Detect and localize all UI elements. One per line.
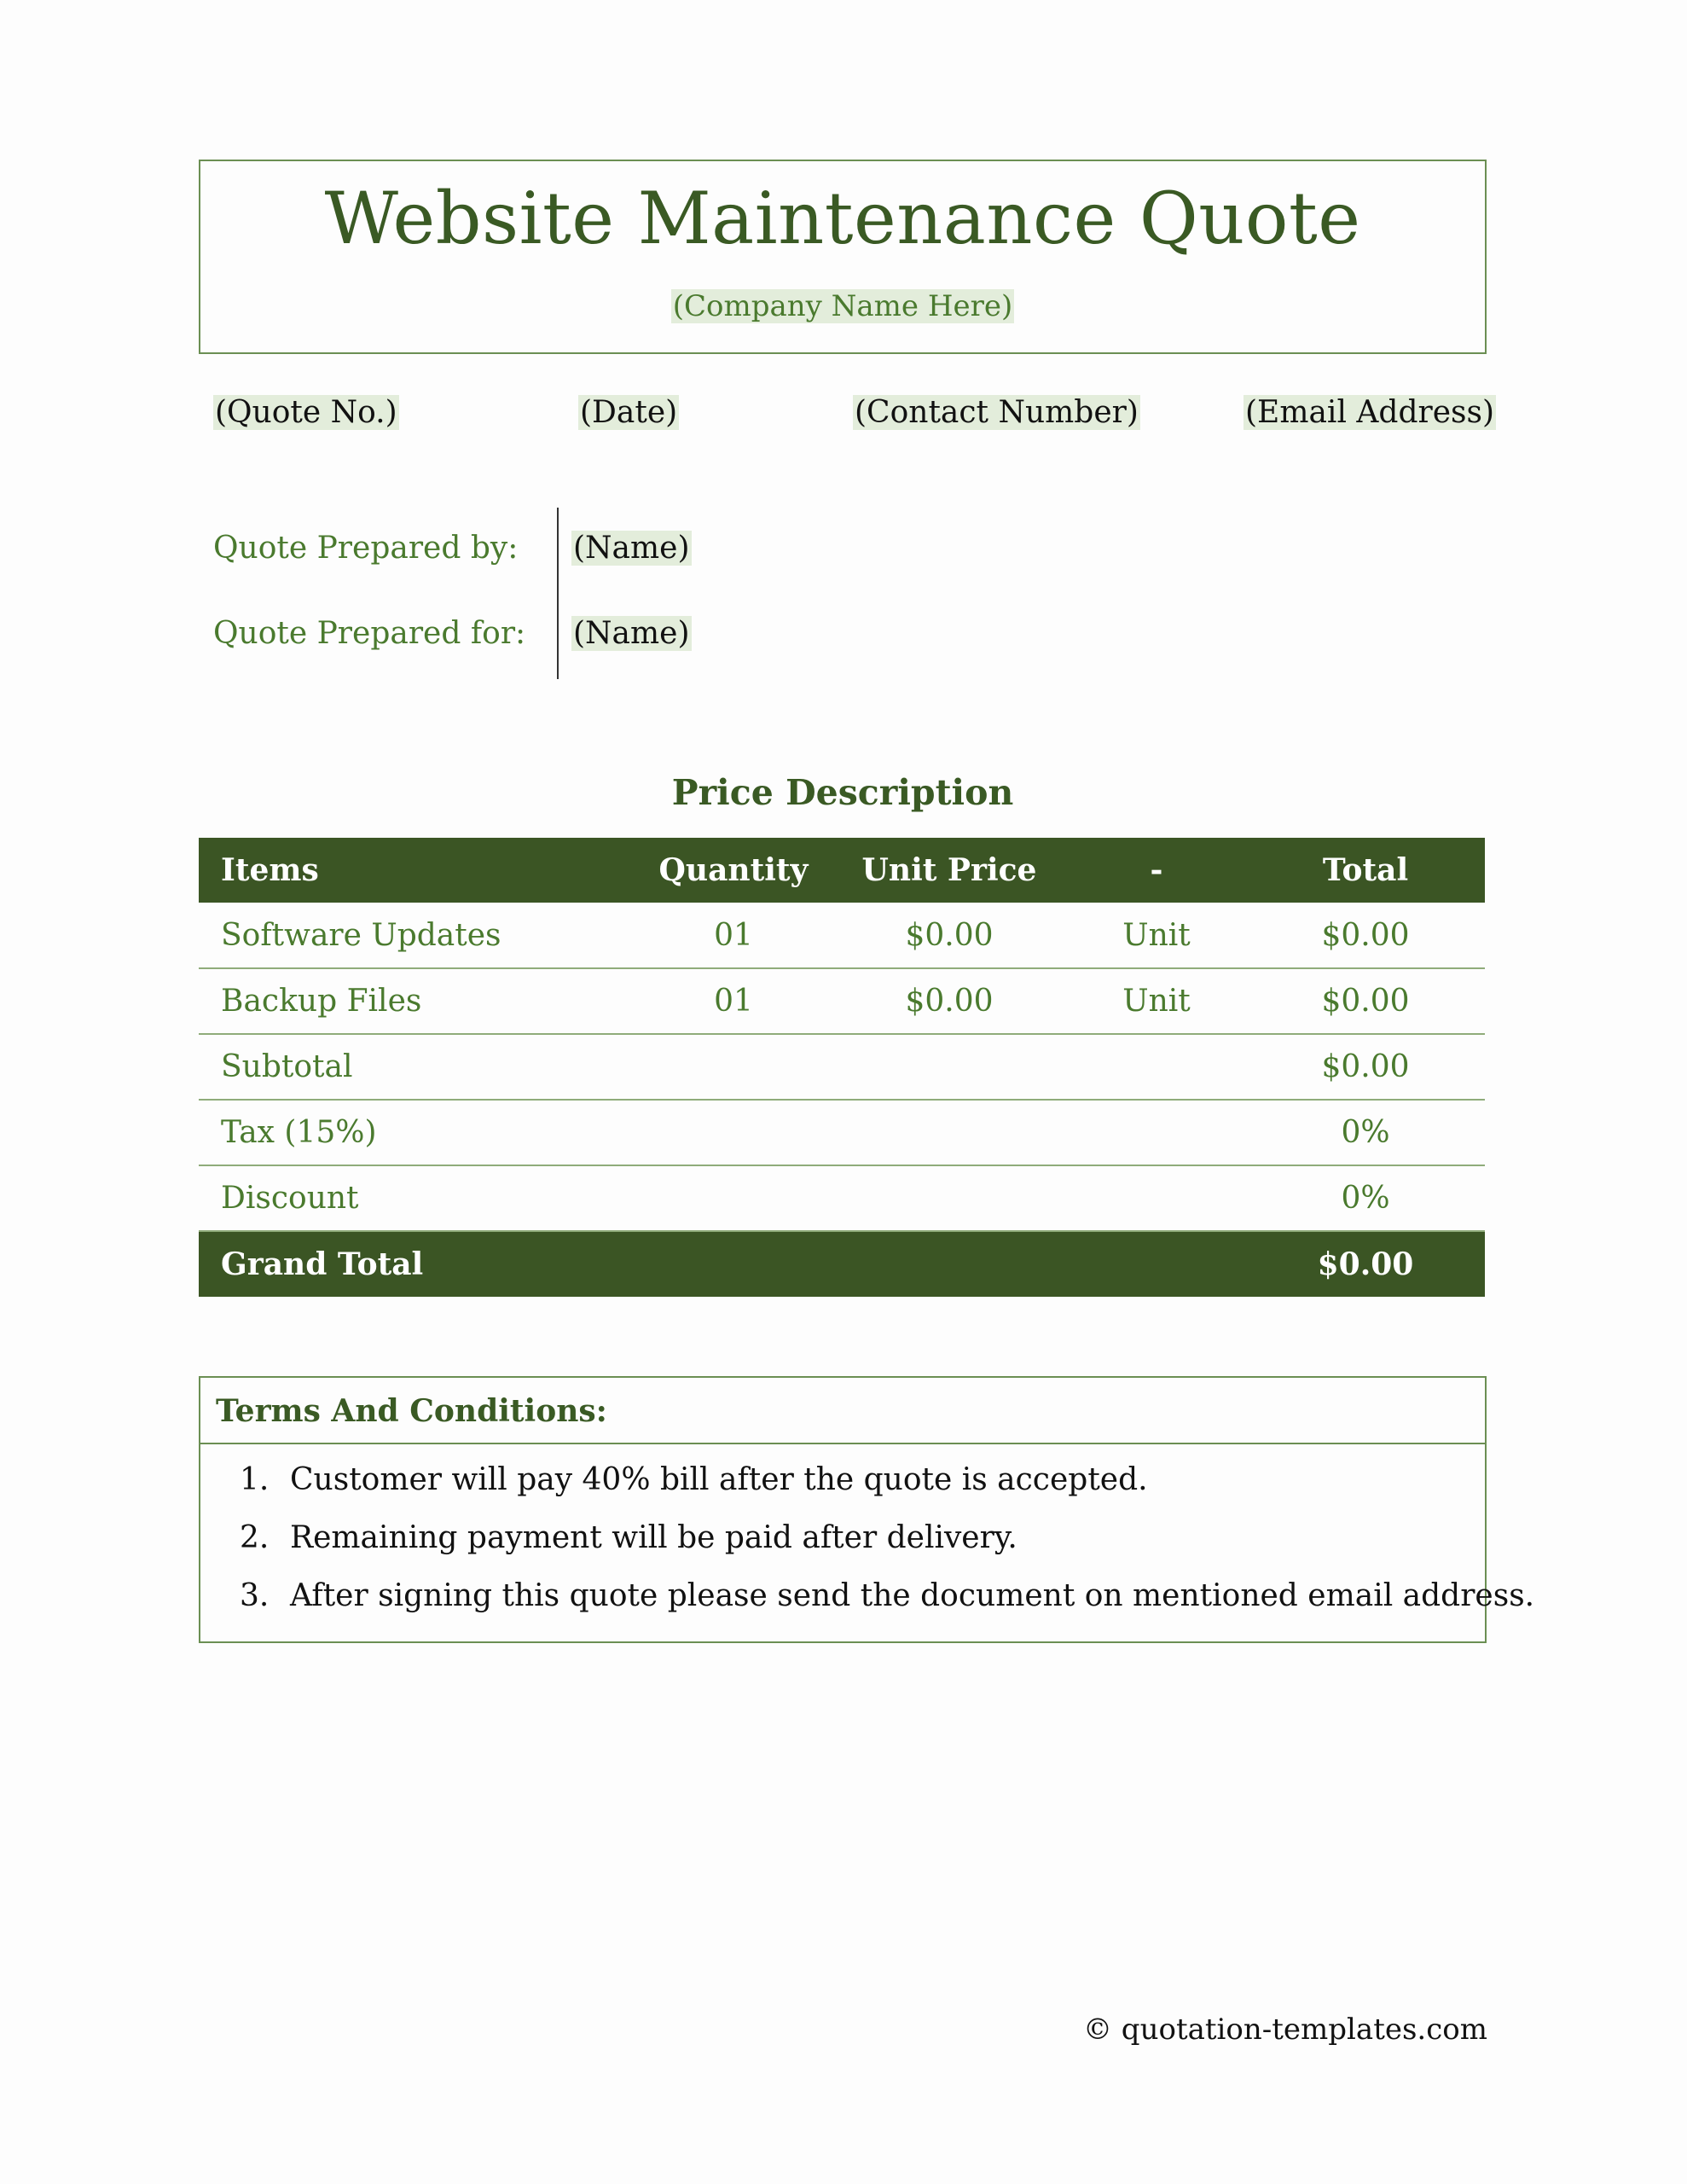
list-item xyxy=(200,1451,1485,1509)
quote-number[interactable]: (Quote No.) xyxy=(215,395,397,430)
list-item xyxy=(200,1509,1485,1567)
item-unit[interactable]: Unit xyxy=(1067,968,1246,1034)
term-number: 3. xyxy=(240,1578,270,1613)
prepared-for-label: Quote Prepared for: xyxy=(213,616,526,651)
grand-total-label: Grand Total xyxy=(199,1231,635,1297)
table-row xyxy=(199,968,1485,1034)
discount-row xyxy=(199,1165,1485,1231)
tax-row xyxy=(199,1100,1485,1165)
footer-copyright: © quotation-templates.com xyxy=(1083,2013,1487,2047)
price-table-header xyxy=(199,838,1485,903)
prepared-by-label: Quote Prepared by: xyxy=(213,531,519,566)
terms-list xyxy=(200,1444,1535,1625)
quote-number-wrapper xyxy=(213,395,399,430)
term-text: After signing this quote please send the document on mentioned email address. xyxy=(290,1578,1535,1613)
email-address[interactable]: (Email Address) xyxy=(1245,395,1494,430)
prepared-divider xyxy=(557,508,559,679)
contact-number-wrapper xyxy=(853,395,1140,430)
prepared-by-value-wrapper xyxy=(571,531,692,566)
column-header-quantity: Quantity xyxy=(635,838,832,903)
item-total[interactable]: $0.00 xyxy=(1246,903,1485,968)
column-header-unit: - xyxy=(1067,838,1246,903)
item-name[interactable]: Backup Files xyxy=(199,968,635,1034)
document-title: Website Maintenance Quote xyxy=(324,177,1361,260)
column-header-unit-price: Unit Price xyxy=(832,838,1067,903)
term-text: Customer will pay 40% bill after the quote is accepted. xyxy=(290,1462,1148,1497)
email-address-wrapper xyxy=(1244,395,1496,430)
date-wrapper xyxy=(578,395,679,430)
terms-box xyxy=(199,1376,1535,1643)
tax-label: Tax (15%) xyxy=(199,1100,635,1165)
item-unit-price[interactable]: $0.00 xyxy=(832,903,1067,968)
subtotal-value[interactable]: $0.00 xyxy=(1246,1034,1485,1100)
quote-date[interactable]: (Date) xyxy=(580,395,678,430)
company-name-wrapper xyxy=(200,289,1485,323)
term-number: 1. xyxy=(240,1462,270,1497)
prepared-for-value-wrapper xyxy=(571,616,692,651)
list-item xyxy=(200,1567,1535,1625)
table-row xyxy=(199,903,1485,968)
item-quantity[interactable]: 01 xyxy=(635,968,832,1034)
grand-total-value[interactable]: $0.00 xyxy=(1246,1231,1485,1297)
tax-value[interactable]: 0% xyxy=(1246,1100,1485,1165)
column-header-total: Total xyxy=(1246,838,1485,903)
term-text: Remaining payment will be paid after delivery. xyxy=(290,1520,1017,1555)
subtotal-row xyxy=(199,1034,1485,1100)
discount-label: Discount xyxy=(199,1165,635,1231)
discount-value[interactable]: 0% xyxy=(1246,1165,1485,1231)
header-box xyxy=(199,160,1487,354)
term-number: 2. xyxy=(240,1520,270,1555)
item-total[interactable]: $0.00 xyxy=(1246,968,1485,1034)
subtotal-label: Subtotal xyxy=(199,1034,635,1100)
grand-total-row xyxy=(199,1231,1485,1297)
contact-number[interactable]: (Contact Number) xyxy=(855,395,1139,430)
item-unit[interactable]: Unit xyxy=(1067,903,1246,968)
item-name[interactable]: Software Updates xyxy=(199,903,635,968)
terms-heading: Terms And Conditions: xyxy=(200,1378,1485,1444)
item-unit-price[interactable]: $0.00 xyxy=(832,968,1067,1034)
price-table xyxy=(199,838,1485,1297)
column-header-items: Items xyxy=(199,838,635,903)
prepared-by-name[interactable]: (Name) xyxy=(573,531,690,566)
company-name[interactable]: (Company Name Here) xyxy=(672,289,1013,323)
prepared-for-name[interactable]: (Name) xyxy=(573,616,690,651)
price-description-title: Price Description xyxy=(671,772,1014,813)
item-quantity[interactable]: 01 xyxy=(635,903,832,968)
